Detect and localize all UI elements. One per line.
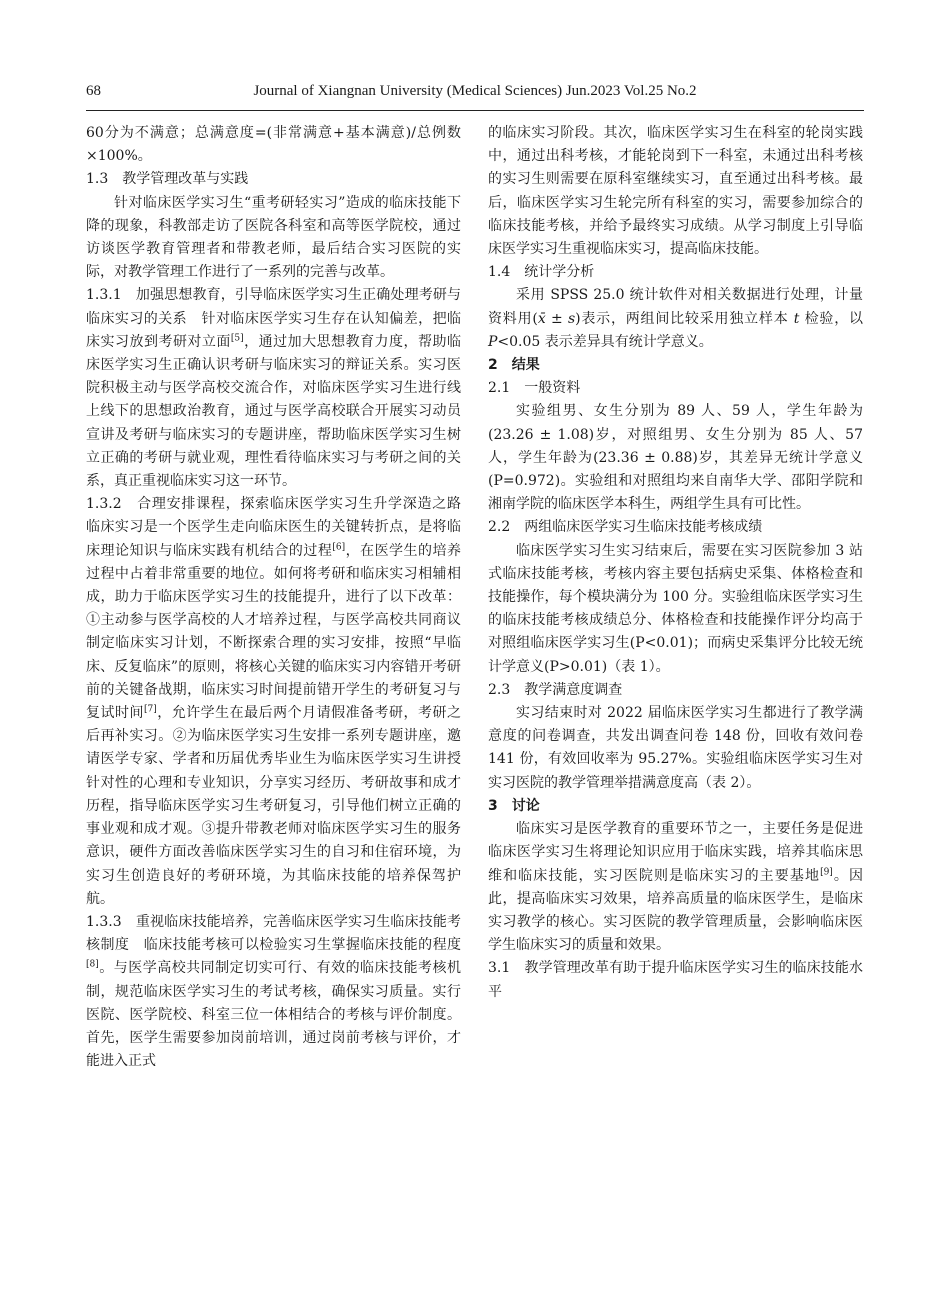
- paragraph-1-3-2: 1.3.2 合理安排课程，探索临床医学实习生升学深造之路 临床实习是一个医学生走向临床医生的关键转折点，是将临床理论知识与临床实践有机结合的过程[6]，在医学生的培养过程中占着非常重要的地位。如何将考研和临床实习相辅相成，助力于临床医学实习生的技能提升，进行了以下改革：①主动参与医学高校的人才培养过程，与医学高校共同商议制定临床实习计划，不断探索合理的实习安排，按照“早临床、反复临床”的原则，将核心关键的临床实习内容错开考研前的关键备战期，临床实习时间提前错开学生的考研复习与复试时间[7]，允许学生在最后两个月请假准备考研，考研之后再补实习。②为临床医学实习生安排一系列专题讲座，邀请医学专家、学者和历届优秀毕业生为临床医学实习生讲授针对性的心理和专业知识，分享实习经历、考研故事和成才历程，指导临床医学实习生考研复习，引导他们树立正确的事业观和成才观。③提升带教老师对临床医学实习生的服务意识，硬件方面改善临床医学实习生的自习和住宿环境，为实习生创造良好的考研环境，为其临床技能的培养保驾护航。: [86, 496, 475, 907]
- paragraph-1-3: 针对临床医学实习生“重考研轻实习”造成的临床技能下降的现象，科教部走访了医院各科室和高等医学院校，通过访谈医学教育管理者和带教老师，最后结合实习医院的实际，对教学管理工作进行了一系列的完善与改革。: [86, 194, 461, 281]
- heading-3-1: 3.1 教学管理改革有助于提升临床医学实习生的临床技能水平: [488, 960, 863, 1000]
- citation-6: [6]: [332, 542, 346, 552]
- paragraph-3: 临床实习是医学教育的重要环节之一，主要任务是促进临床医学实习生将理论知识应用于临床实践，培养其临床思维和临床技能，实习医院则是临床实习的主要基地[9]。因此，提高临床实习效果，培养高质量的临床医学生，是临床实习教学的核心。实习医院的教学管理质量，会影响临床医学生临床实习的质量和效果。: [488, 821, 863, 954]
- right-column: [488, 122, 863, 1004]
- paragraph-1-4: 采用 SPSS 25.0 统计软件对相关数据进行处理，计量资料用(x̄ ± s)表示，两组间比较采用独立样本 t 检验，以 P<0.05 表示差异具有统计学意义。: [488, 287, 863, 350]
- paragraph-2-2: 临床医学实习生实习结束后，需要在实习医院参加 3 站式临床技能考核，考核内容主要包括病史采集、体格检查和技能操作，每个模块满分为 100 分。实验组临床医学实习生的临床技能考核成绩总分、体格检查和技能操作评分均高于对照组临床医学实习生(P<0.01)；而病史采集评分比较无统计学意义(P>0.01)（表 1）。: [488, 542, 863, 675]
- heading-1-3-2: 1.3.2 合理安排课程，探索临床医学实习生升学深造之路: [86, 496, 475, 513]
- paragraph-1-3-3-continued: 的临床实习阶段。其次，临床医学实习生在科室的轮岗实践中，通过出科考核，才能轮岗到下一科室，未通过出科考核的实习生则需要在原科室继续实习，直至通过出科考核。最后，临床医学实习生轮完所有科室的实习，需要参加综合的临床技能考核，并给予最终实习成绩。从学习制度上引导临床医学实习生重视临床实习，提高临床技能。: [488, 125, 863, 258]
- citation-5: [5]: [230, 333, 244, 344]
- heading-2: 2 结果: [488, 357, 540, 374]
- heading-1-3-3: 1.3.3 重视临床技能培养，完善临床医学实习生临床技能考核制度: [86, 913, 461, 954]
- citation-9: [9]: [820, 866, 833, 877]
- paragraph-2-1: 实验组男、女生分别为 89 人、59 人，学生年龄为(23.26 ± 1.08)岁，对照组男、女生分别为 85 人、57 人，学生年龄为(23.36 ± 0.88)岁，其差异无统计学意义(P=0.972)。实验组和对照组均来自南华大学、邵阳学院和湘南学院的临床医学本科生，两组学生具有可比性。: [488, 403, 863, 513]
- header-rule: [86, 110, 864, 111]
- heading-1-3-1: 1.3.1 加强思想教育，引导临床医学实习生正确处理考研与临床实习的关系: [86, 287, 461, 327]
- heading-1-4: 1.4 统计学分析: [488, 264, 595, 281]
- heading-2-2: 2.2 两组临床医学实习生临床技能考核成绩: [488, 519, 763, 536]
- citation-7: [7]: [143, 704, 157, 715]
- paragraph-2-3: 实习结束时对 2022 届临床医学实习生都进行了教学满意度的问卷调查，共发出调查问卷 148 份，回收有效问卷 141 份，有效回收率为 95.27%。实验组临床医学实习生对实习医院的教学管理举措满意度高（表 2）。: [488, 705, 863, 791]
- paragraph-1-3-1: 1.3.1 加强思想教育，引导临床医学实习生正确处理考研与临床实习的关系 针对临床医学实习生存在认知偏差，把临床实习放到考研对立面[5]，通过加大思想教育力度，帮助临床医学实习生正确认识考研与临床实习的辩证关系。实习医院积极主动与医学高校交流合作，对临床医学实习生进行线上线下的思想政治教育，通过与医学高校联合开展实习动员宣讲及考研与临床实习的专题讲座，帮助临床医学实习生树立正确的考研与就业观，理性看待临床实习与考研之间的关系，真正重视临床实习这一环节。: [86, 287, 462, 490]
- journal-title: Journal of Xiangnan University (Medical Sciences) Jun.2023 Vol.25 No.2: [253, 83, 697, 99]
- running-header: [86, 83, 864, 107]
- paragraph-satisfaction-formula: 60分为不满意；总满意度=(非常满意+基本满意)/总例数 ×100%。: [86, 125, 461, 165]
- left-column: [86, 122, 475, 1073]
- citation-8: [8]: [86, 959, 99, 970]
- heading-2-1: 2.1 一般资料: [488, 380, 581, 397]
- paragraph-1-3-3: 1.3.3 重视临床技能培养，完善临床医学实习生临床技能考核制度 临床技能考核可以检验实习生掌握临床技能的程度[8]。与医学高校共同制定切实可行、有效的临床技能考核机制，规范临床医学实习生的考试考核，确保实习质量。实行医院、医学院校、科室三位一体相结合的考核与评价制度。首先，医学生需要参加岗前培训，通过岗前考核与评价，才能进入正式: [86, 913, 462, 1070]
- heading-1-3: 1.3 教学管理改革与实践: [86, 171, 249, 188]
- heading-3: 3 讨论: [488, 797, 540, 814]
- page-number: 68: [86, 83, 101, 99]
- heading-2-3: 2.3 教学满意度调查: [488, 681, 623, 698]
